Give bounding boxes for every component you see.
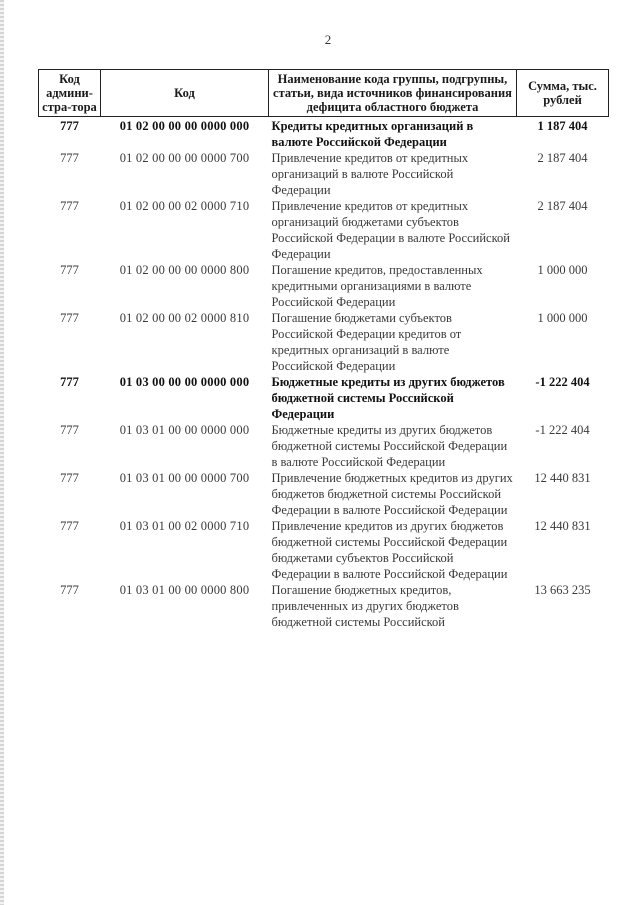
header-admin-code: Код админи-стра-тора: [39, 70, 101, 117]
header-sum: Сумма, тыс. рублей: [517, 70, 609, 117]
cell-sum: -1 222 404: [535, 423, 590, 437]
cell-admin: 777: [60, 471, 79, 485]
cell-name: Привлечение кредитов из других бюджетов бюджетной системы Российской Федерации бюджетами субъектов Российской Федерации в валюте Российской Федерации: [271, 519, 508, 581]
cell-admin: 777: [60, 519, 79, 533]
cell-name: Погашение бюджетных кредитов, привлеченных из других бюджетов бюджетной системы Российской: [271, 583, 459, 629]
cell-sum: 1 000 000: [537, 311, 588, 325]
cell-code: 01 02 00 00 00 0000 700: [119, 151, 250, 165]
page-number: 2: [324, 32, 332, 47]
cell-name: Погашение бюджетами субъектов Российской Федерации кредитов от кредитных организаций в валюте Российской Федерации: [271, 311, 462, 373]
cell-name: Кредиты кредитных организаций в валюте Российской Федерации: [271, 119, 474, 149]
table-row: [39, 374, 609, 422]
table-row: [39, 422, 609, 470]
cell-sum: 12 440 831: [534, 519, 591, 533]
cell-code: 01 02 00 00 00 0000 000: [119, 119, 250, 133]
cell-admin: 777: [60, 375, 79, 389]
table-row: [39, 518, 609, 582]
cell-sum: 2 187 404: [537, 151, 588, 165]
cell-code: 01 03 01 00 00 0000 700: [119, 471, 250, 485]
cell-name: Привлечение кредитов от кредитных организаций бюджетами субъектов Российской Федерации в валюте Российской Федерации: [271, 199, 510, 261]
table-body: [39, 117, 609, 631]
cell-code: 01 03 01 00 02 0000 710: [119, 519, 250, 533]
table-row: [39, 198, 609, 262]
cell-admin: 777: [60, 583, 79, 597]
cell-sum: -1 222 404: [535, 375, 590, 389]
scan-left-edge: [0, 0, 4, 905]
cell-code: 01 03 00 00 00 0000 000: [119, 375, 250, 389]
cell-admin: 777: [60, 311, 79, 325]
cell-code: 01 02 00 00 00 0000 800: [119, 263, 250, 277]
table-row: [39, 117, 609, 151]
cell-admin: 777: [60, 263, 79, 277]
table-row: [39, 582, 609, 630]
table-row: [39, 262, 609, 310]
cell-admin: 777: [60, 151, 79, 165]
table-row: [39, 470, 609, 518]
cell-name: Привлечение бюджетных кредитов из других бюджетов бюджетной системы Российской Федерации в валюте Российской Федерации: [271, 471, 513, 517]
cell-name: Бюджетные кредиты из других бюджетов бюджетной системы Российской Федерации: [271, 375, 505, 421]
cell-name: Бюджетные кредиты из других бюджетов бюджетной системы Российской Федерации в валюте Российской Федерации: [271, 423, 508, 469]
cell-admin: 777: [60, 119, 79, 133]
cell-name: Привлечение кредитов от кредитных организаций в валюте Российской Федерации: [271, 151, 469, 197]
cell-code: 01 02 00 00 02 0000 810: [119, 311, 250, 325]
table-row: [39, 310, 609, 374]
header-name: Наименование кода группы, подгрупны, статьи, вида источников финансирования дефицита областного бюджета: [269, 70, 517, 117]
cell-name: Погашение кредитов, предоставленных кредитными организациями в валюте Российской Федерации: [271, 263, 483, 309]
table-header: [39, 70, 609, 117]
cell-admin: 777: [60, 199, 79, 213]
cell-code: 01 03 01 00 00 0000 800: [119, 583, 250, 597]
cell-code: 01 03 01 00 00 0000 000: [119, 423, 250, 437]
cell-code: 01 02 00 00 02 0000 710: [119, 199, 250, 213]
header-code: Код: [101, 70, 269, 117]
cell-sum: 13 663 235: [534, 583, 591, 597]
cell-sum: 12 440 831: [534, 471, 591, 485]
cell-sum: 1 187 404: [537, 119, 588, 133]
table-row: [39, 150, 609, 198]
cell-sum: 1 000 000: [537, 263, 588, 277]
budget-sources-table: [38, 69, 609, 630]
cell-admin: 777: [60, 423, 79, 437]
cell-sum: 2 187 404: [537, 199, 588, 213]
